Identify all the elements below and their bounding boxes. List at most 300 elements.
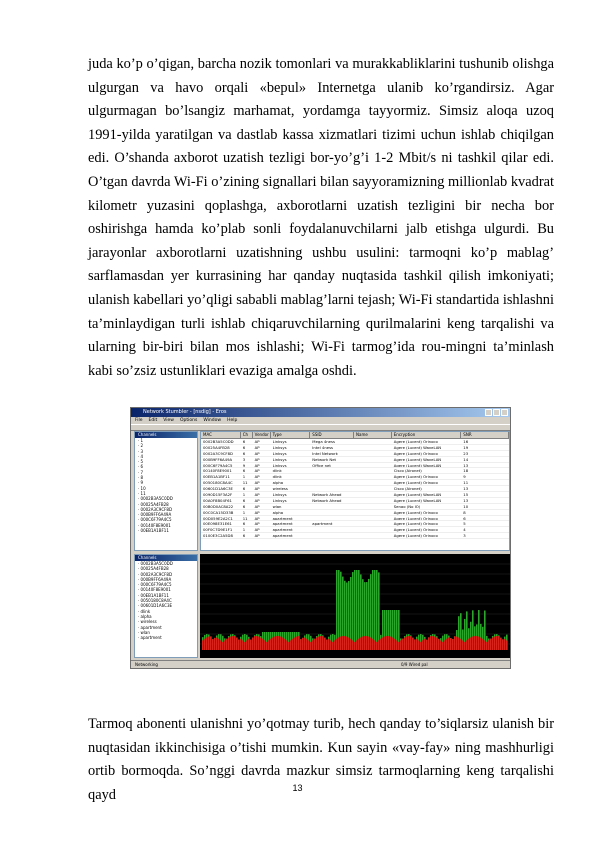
tree-top-item: · 3 [138, 448, 144, 454]
noise-bar [394, 639, 396, 650]
grid-cell: 00140F8E9001 [203, 468, 232, 474]
grid-cell: Linksys [272, 492, 287, 497]
signal-bar [336, 570, 338, 650]
grid-cell: apartment [312, 521, 333, 527]
noise-bar [290, 640, 292, 650]
grid-cell: Agere (Lucent) Orinoco [393, 439, 438, 444]
grid-cell: AP [254, 450, 260, 456]
noise-bar [324, 638, 326, 650]
tree-bottom-list [135, 561, 197, 640]
noise-bar [268, 640, 270, 650]
signal-bar [356, 570, 358, 650]
tree-bottom-item: · apartment [138, 624, 162, 630]
noise-bar [328, 639, 330, 650]
noise-bar [504, 639, 506, 650]
grid-cell: AP [254, 439, 260, 444]
noise-bar [318, 637, 320, 650]
grid-cell: 00B0D0AC8A22 [203, 503, 234, 509]
noise-bar [304, 637, 306, 650]
grid-cell: Agere (Lucent) Orinoco [393, 474, 438, 480]
grid-cell: 0002B3A5C0DD [203, 439, 234, 444]
channel-tree-top [134, 431, 198, 551]
grid-cell: 11 [242, 515, 248, 521]
grid-cell: AP [254, 444, 260, 450]
grid-cell: Cisco (Aironet) [393, 468, 422, 474]
noise-bar [220, 640, 222, 650]
grid-cell: AP [254, 503, 260, 509]
grid-cell [310, 468, 354, 473]
grid-cell: 6 [242, 450, 246, 456]
grid-row [201, 533, 509, 539]
noise-bar [246, 640, 248, 650]
grid-cell: alpha [272, 480, 284, 486]
grid-cell: Agere (Lucent) Orinoco [393, 509, 438, 515]
grid-cell: Agere (Lucent) Orinoco [393, 527, 438, 533]
noise-bar [482, 639, 484, 650]
grid-cell: Agere (Lucent) Orinoco [393, 521, 438, 527]
grid-header-cell: MAC [201, 432, 241, 438]
noise-bar [286, 640, 288, 650]
noise-bar [464, 642, 466, 650]
noise-bar [380, 639, 382, 650]
noise-bar [392, 638, 394, 650]
grid-cell [354, 457, 392, 462]
grid-cell: 6 [242, 521, 246, 527]
noise-bar [336, 639, 338, 650]
grid-cell: apartment [272, 521, 293, 527]
noise-bar [294, 637, 296, 650]
noise-bar [366, 636, 368, 650]
noise-bar [264, 640, 266, 650]
noise-bar [452, 639, 454, 650]
tree-bottom-item: · 00EB1A1BF11 [138, 592, 169, 598]
grid-cell: 11 [463, 480, 469, 486]
grid-cell: 000B9FF6A49A [203, 456, 233, 462]
grid-cell: AP [254, 492, 260, 497]
grid-cell: 1 [242, 509, 246, 515]
grid-cell: 23 [463, 450, 469, 456]
noise-bar [362, 637, 364, 650]
noise-bar [354, 642, 356, 650]
tree-top-item: · 11 [138, 490, 146, 496]
noise-bar [484, 640, 486, 650]
grid-cell: 1 [242, 492, 246, 497]
grid-cell: 6 [463, 515, 466, 521]
noise-bar [402, 639, 404, 650]
noise-bar [506, 640, 508, 650]
noise-bar [332, 642, 334, 650]
signal-noise-graph [200, 554, 510, 658]
grid-cell [310, 480, 354, 485]
grid-cell [354, 463, 392, 468]
grid-header-cell: Ch [241, 432, 253, 438]
grid-cell [354, 492, 392, 497]
noise-bar [498, 636, 500, 650]
window-title: Network Stumbler - [nsdig] - Eros [143, 409, 227, 415]
grid-cell: 6 [242, 468, 246, 474]
noise-bar [462, 640, 464, 650]
tree-top-item: · 0002A3C9CF8D [138, 506, 173, 512]
signal-bar [378, 572, 380, 650]
noise-bar [254, 636, 256, 650]
grid-cell: Mega 4ness [312, 439, 335, 444]
tree-top-item: · 000C6F79A4C5 [138, 517, 172, 523]
noise-bar [232, 636, 234, 650]
body-paragraph-bottom: Tarmoq abonenti ulanishni yo’qotmay turib, hech qanday to’siqlarsiz ulanish bir nuqtasidan ikkinchisiga o’tishi mumkin. Kun sayin «vay-fay» ning mashhurligi ortib bormoqda. So’nggi davrda mazkur simsiz tarmoqlarning keng tarqalishi qayd [88, 716, 554, 803]
noise-bar [276, 636, 278, 650]
grid-cell: 8 [463, 509, 466, 515]
noise-bar [316, 637, 318, 650]
grid-cell: 16 [463, 439, 469, 444]
grid-cell: Senao (No IO) [393, 503, 421, 509]
tree-top-item: · 00025A4FB28 [138, 501, 169, 507]
noise-bar [404, 637, 406, 650]
grid-header-cell: SNR [461, 432, 509, 438]
tree-top-title: Channels [135, 432, 197, 438]
noise-bar [480, 638, 482, 650]
tree-top-item: · 4 [138, 453, 144, 459]
grid-cell: 00A0F8B04F61 [203, 497, 232, 503]
noise-bar [502, 639, 504, 650]
noise-bar [202, 640, 204, 650]
noise-bar [442, 642, 444, 650]
grid-cell: 00C0CA15D33B [203, 509, 234, 515]
noise-bar [444, 640, 446, 650]
grid-cell: dlink [272, 474, 282, 480]
grid-cell: 00E098E31E61 [203, 521, 232, 527]
grid-header-cell: SSID [310, 432, 354, 438]
grid-cell: 15 [463, 492, 469, 497]
noise-bar [226, 639, 228, 650]
grid-cell [354, 451, 392, 456]
grid-cell: Agere (Lucent) WaveLAN [393, 492, 442, 497]
noise-bar [338, 637, 340, 650]
grid-cell: AP [254, 480, 260, 486]
networks-grid [200, 431, 510, 551]
noise-bar [260, 637, 262, 650]
menu-bar [131, 417, 510, 424]
grid-cell [310, 516, 354, 521]
noise-bar [262, 639, 264, 650]
noise-bar [212, 639, 214, 650]
noise-bar [492, 637, 494, 650]
signal-bar [352, 572, 354, 650]
noise-bar [458, 638, 460, 650]
noise-bar [494, 637, 496, 650]
grid-cell [354, 504, 392, 509]
grid-cell: 13 [463, 497, 469, 503]
grid-cell [354, 521, 392, 526]
tree-bottom-item: · 000B9FF6A49A [138, 576, 172, 582]
noise-bar [284, 639, 286, 650]
channel-tree-bottom [134, 554, 198, 658]
noise-bar [474, 636, 476, 650]
noise-bar [426, 640, 428, 650]
noise-bar [476, 636, 478, 650]
grid-cell [354, 516, 392, 521]
noise-bar [314, 639, 316, 650]
noise-bar [244, 642, 246, 650]
noise-bar [496, 636, 498, 650]
grid-cell: 19 [463, 444, 469, 450]
tree-top-item: · 1 [138, 438, 144, 443]
menu-options: Options [179, 418, 198, 423]
grid-cell: 13 [463, 486, 469, 492]
noise-bar [306, 639, 308, 650]
grid-cell: Agere (Lucent) Orinoco [393, 480, 438, 486]
grid-cell: 18 [463, 468, 469, 474]
grid-cell: alpha [272, 509, 284, 515]
grid-cell: AP [254, 533, 260, 539]
grid-cell: Intel 4ness [312, 444, 334, 450]
tree-bottom-item: · 000C6F79A4C5 [138, 582, 172, 588]
grid-cell: 000C6F79A4C5 [203, 462, 233, 468]
grid-cell: 11 [242, 480, 248, 486]
noise-bar [252, 637, 254, 650]
noise-bar [434, 637, 436, 650]
noise-bar [372, 639, 374, 650]
grid-cell: 6 [242, 444, 246, 450]
noise-bar [248, 639, 250, 650]
tree-top-item: · 0002B3A5C0DD [138, 496, 173, 502]
noise-bar [472, 637, 474, 650]
grid-cell: Linksys [272, 439, 287, 444]
grid-cell: 00EB1A1BF11 [203, 474, 230, 480]
tree-bottom-item: · apartment [138, 635, 162, 641]
grid-cell: wlan [272, 503, 282, 509]
status-right: 0/9 Wired pal [401, 662, 428, 667]
tree-bottom-item: · 00025A4FB28 [138, 566, 169, 572]
grid-cell [310, 504, 354, 509]
grid-cell: 6 [242, 439, 246, 444]
tree-bottom-item: · 0002B3A5C0DD [138, 561, 173, 566]
noise-bar [320, 636, 322, 650]
noise-bar [422, 640, 424, 650]
noise-bar [454, 636, 456, 650]
tree-bottom-item: · 00601D1A6C3E [138, 603, 173, 609]
noise-bar [368, 637, 370, 650]
menu-window: Window [203, 418, 222, 423]
noise-bar [500, 638, 502, 650]
signal-noise-svg [200, 554, 510, 658]
grid-cell [310, 527, 354, 532]
noise-bar [288, 642, 290, 650]
tree-bottom-item: · alpha [138, 613, 152, 619]
grid-cell [354, 480, 392, 485]
grid-cell: 6 [242, 503, 246, 509]
noise-bar [478, 637, 480, 650]
noise-bar [216, 637, 218, 650]
noise-bar [428, 637, 430, 650]
grid-cell: Agere (Lucent) Orinoco [393, 450, 438, 456]
grid-cell: 3 [463, 533, 466, 539]
grid-cell [354, 486, 392, 491]
grid-cell: AP [254, 486, 260, 492]
grid-cell [310, 533, 354, 538]
status-bar [131, 660, 510, 668]
noise-bar [278, 636, 280, 650]
grid-cell: AP [254, 515, 260, 521]
noise-bar [292, 639, 294, 650]
grid-cell: 0090D15F3A2F [203, 492, 233, 497]
noise-bar [384, 637, 386, 650]
tree-top-item: · 2 [138, 443, 144, 449]
menu-file: File [135, 418, 143, 423]
grid-cell: 00F0C7D9E1F1 [203, 527, 233, 533]
grid-cell: 1 [242, 527, 246, 533]
noise-bar [358, 639, 360, 650]
minimize-icon [485, 409, 492, 416]
grid-cell: dlink [272, 468, 282, 474]
noise-bar [448, 637, 450, 650]
signal-bar [372, 570, 374, 650]
grid-cell: 0002A3C9CF8D [203, 450, 233, 456]
window-controls [485, 409, 508, 416]
grid-cell: 4 [463, 527, 466, 533]
grid-cell: Agere (Lucent) Orinoco [393, 533, 438, 539]
noise-bar [436, 638, 438, 650]
grid-cell: 0050180C8A4C [203, 480, 233, 486]
noise-bar [418, 640, 420, 650]
tree-bottom-item: · dlink [138, 608, 151, 614]
tree-bottom-item: · 0002A3C9CF8D [138, 571, 173, 577]
tree-top-item: · 00140F8E9001 [138, 522, 171, 528]
noise-bar [406, 637, 408, 650]
noise-bar [224, 640, 226, 650]
noise-bar [370, 638, 372, 650]
noise-bar [398, 642, 400, 650]
noise-bar [222, 642, 224, 650]
tree-bottom-item: · 00140F8E9001 [138, 587, 171, 593]
tree-top-item: · 5 [138, 459, 144, 465]
grid-cell: Linksys [272, 450, 287, 456]
tree-bottom-title: Channels [135, 555, 197, 561]
noise-bar [390, 637, 392, 650]
grid-header-cell: Type [271, 432, 311, 438]
grid-cell: Linksys [272, 497, 287, 503]
grid-cell: 14 [463, 456, 469, 462]
status-left: Networking [135, 662, 158, 667]
grid-cell: 5 [463, 521, 466, 527]
grid-cell: 00601D1A6C3E [203, 486, 233, 492]
grid-cell: Agere (Lucent) WaveLAN [393, 456, 442, 462]
noise-bar [308, 640, 310, 650]
grid-cell [354, 474, 392, 479]
tree-top-item: · 000B9FF6A49A [138, 512, 172, 518]
grid-cell: apartment [272, 533, 293, 539]
menu-edit: Edit [148, 418, 158, 423]
grid-cell: Agere (Lucent) WaveLAN [393, 462, 442, 468]
noise-bar [266, 642, 268, 650]
noise-bar [364, 636, 366, 650]
grid-cell [310, 510, 354, 515]
noise-bar [386, 636, 388, 650]
body-paragraph-top: juda ko’p o’qigan, barcha nozik tomonlari va murakkabliklarini tushunib olishga ulgurgan va havo orqali «bepul» Internetga ulanib ko’rgandirsiz. Agar ulgurmagan bo’lsangiz marhamat, yordamga tayyormiz. Simsiz aloqa uzoq 1991-yilda yaratilgan va dastlab kassa xizmatlari tizimi uchun ishlab chiqilgan edi. O’shanda axborot uzatish tezligi bor-yo’g’i 1-2 Mbit/s ni tashkil qilar edi. O’tgan davrda Wi-Fi o’zining signallari bilan sayyoramizning millionlab kvadrat kilometr yuzasini qoplashga, axborotlarni uzatish tezligini bir necha bor oshirishga hamda ko’plab sonli foydalanuvchilarni jalb etishga ulgurdi. Bu jarayonlar axborotlarni uzatishning ushbu usulini: tarmoqni ko’p mablag’ sarflamasdan yer kurrasining har qanday nuqtasida tashkil qilish imkoniyati; ulanish kabellari yo’qligi sababli mablag’larni tejash; Wi-Fi standartida ishlashni ta’minlaydigan turli ishlab chiqaruvchilarning qurilmalarini keng tarqalishi va ularning bir-biri bilan mos ishlashi; Wi-Fi tarmog’ida rou-mingni ta’minlash kabi so’zsiz ustunliklari evaziga amalga oshdi. [88, 56, 554, 379]
noise-bar [416, 639, 418, 650]
noise-bar [274, 637, 276, 650]
noise-bar [348, 637, 350, 650]
grid-cell: Agere (Lucent) Orinoco [393, 515, 438, 521]
noise-bar [296, 637, 298, 650]
page-number: 13 [292, 783, 303, 793]
noise-bar [238, 640, 240, 650]
tree-top-item: · 6 [138, 464, 144, 470]
noise-bar [218, 639, 220, 650]
tree-top-item: · 00EB1A1BF11 [138, 528, 169, 534]
noise-bar [378, 640, 380, 650]
grid-cell: Agere (Lucent) WaveLAN [393, 497, 442, 503]
noise-bar [486, 642, 488, 650]
grid-cell [310, 474, 354, 479]
noise-bar [412, 638, 414, 650]
grid-header-row [201, 432, 509, 439]
grid-cell: Network Ahead [312, 492, 342, 497]
grid-header-cell: Encryption [392, 432, 462, 438]
grid-cell: 10 [463, 503, 469, 509]
noise-bar [414, 639, 416, 650]
grid-cell: 00025A4FB28 [203, 444, 230, 450]
grid-header-cell: Name [354, 432, 392, 438]
noise-bar [438, 639, 440, 650]
noise-bar [460, 639, 462, 650]
grid-cell: AP [254, 462, 260, 468]
noise-bar [206, 637, 208, 650]
noise-bar [490, 639, 492, 650]
grid-cell: Linksys [272, 444, 287, 450]
grid-cell: 6 [242, 486, 246, 492]
grid-cell: Cisco (Aironet) [393, 486, 422, 492]
noise-bar [342, 636, 344, 650]
noise-bar [208, 637, 210, 650]
noise-bar [450, 638, 452, 650]
grid-cell [354, 468, 392, 473]
noise-bar [424, 639, 426, 650]
noise-bar [280, 637, 282, 650]
grid-cell: AP [254, 468, 260, 474]
noise-bar [230, 637, 232, 650]
tree-bottom-item: · wlan [138, 629, 150, 635]
noise-bar [346, 637, 348, 650]
grid-cell [354, 510, 392, 515]
grid-cell [354, 533, 392, 538]
tree-top-item: · 10 [138, 485, 146, 491]
noise-bar [456, 637, 458, 650]
grid-cell: 3 [242, 456, 246, 462]
signal-bar [376, 570, 378, 650]
noise-bar [446, 639, 448, 650]
grid-cell: 13 [463, 462, 469, 468]
grid-cell: Intel Network [312, 450, 338, 456]
noise-bar [242, 640, 244, 650]
noise-bar [374, 640, 376, 650]
grid-cell: Linksys [272, 456, 287, 462]
noise-bar [356, 640, 358, 650]
noise-bar [326, 639, 328, 650]
grid-header-cell: Vendor [254, 432, 269, 437]
signal-bar [374, 570, 376, 650]
window-titlebar [131, 408, 510, 417]
noise-bar [272, 637, 274, 650]
noise-bar [430, 636, 432, 650]
noise-bar [352, 640, 354, 650]
maximize-icon [493, 409, 500, 416]
grid-cell: Network Net [312, 456, 337, 462]
grid-cell: AP [254, 527, 260, 533]
noise-bar [302, 638, 304, 650]
grid-cell: 00D059E2A2C1 [203, 515, 233, 521]
grid-cell: apartment [272, 527, 293, 533]
grid-cell: Agere (Lucent) WaveLAN [393, 444, 442, 450]
